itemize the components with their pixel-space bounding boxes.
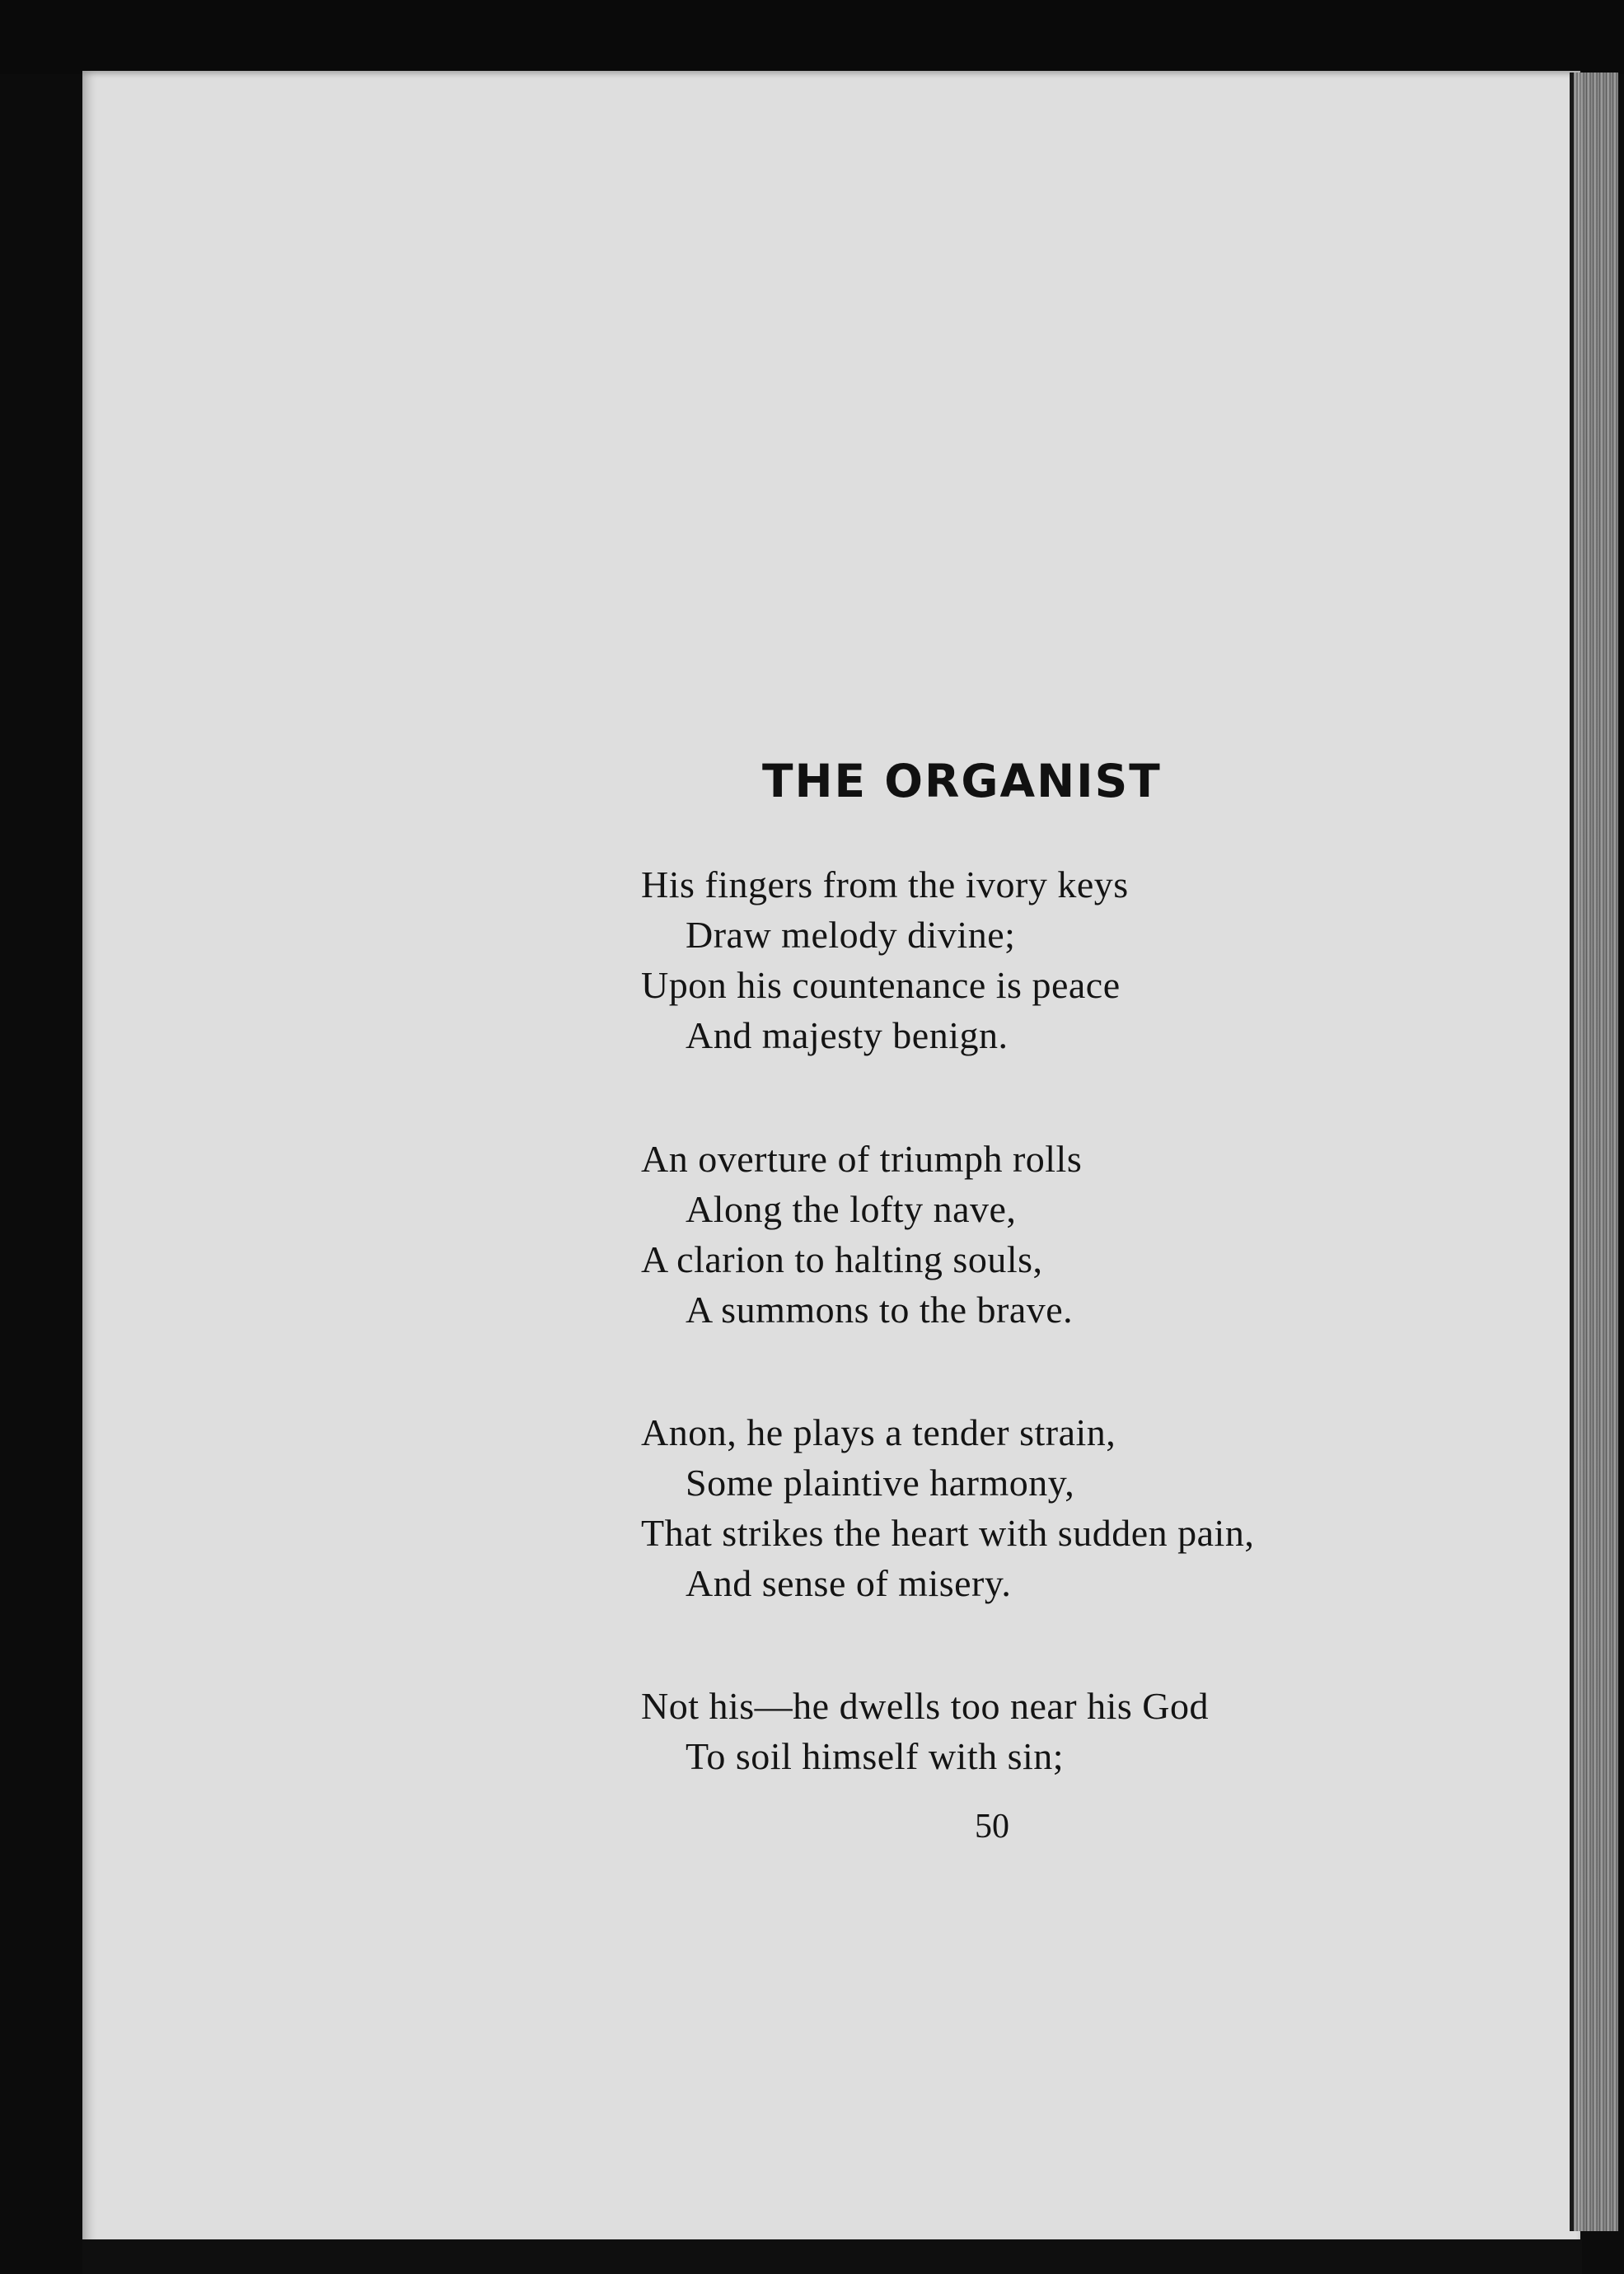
poem-line: And majesty benign. (686, 1014, 1009, 1056)
poem-line: Along the lofty nave, (686, 1188, 1017, 1230)
scan-border (0, 0, 1624, 74)
poem-line: Some plaintive harmony, (686, 1462, 1075, 1504)
poem-line: And sense of misery. (686, 1562, 1012, 1604)
poem-line: Anon, he plays a tender strain, (641, 1411, 1116, 1453)
poem-line: A clarion to halting souls, (641, 1238, 1043, 1280)
bottom-scan-border (82, 2239, 1582, 2274)
poem-line: A summons to the brave. (686, 1289, 1074, 1331)
poem-line: His fingers from the ivory keys (641, 863, 1129, 905)
stanza-3 (641, 1407, 1254, 1608)
stanza-2 (641, 1134, 1082, 1335)
poem-line: That strikes the heart with sudden pain, (641, 1512, 1255, 1554)
stanza-1 (641, 859, 1129, 1060)
poem-title: THE ORGANIST (762, 755, 1162, 807)
poem-line: Draw melody divine; (686, 914, 1016, 956)
poem-line: Not his—he dwells too near his God (641, 1685, 1210, 1727)
page-number: 50 (975, 1808, 1009, 1846)
poem-line: Upon his countenance is peace (641, 964, 1121, 1006)
poem-line: An overture of triumph rolls (641, 1138, 1083, 1180)
stanza-4 (641, 1681, 1209, 1781)
poem-line: To soil himself with sin; (686, 1735, 1065, 1777)
page-edges (1574, 73, 1618, 2231)
